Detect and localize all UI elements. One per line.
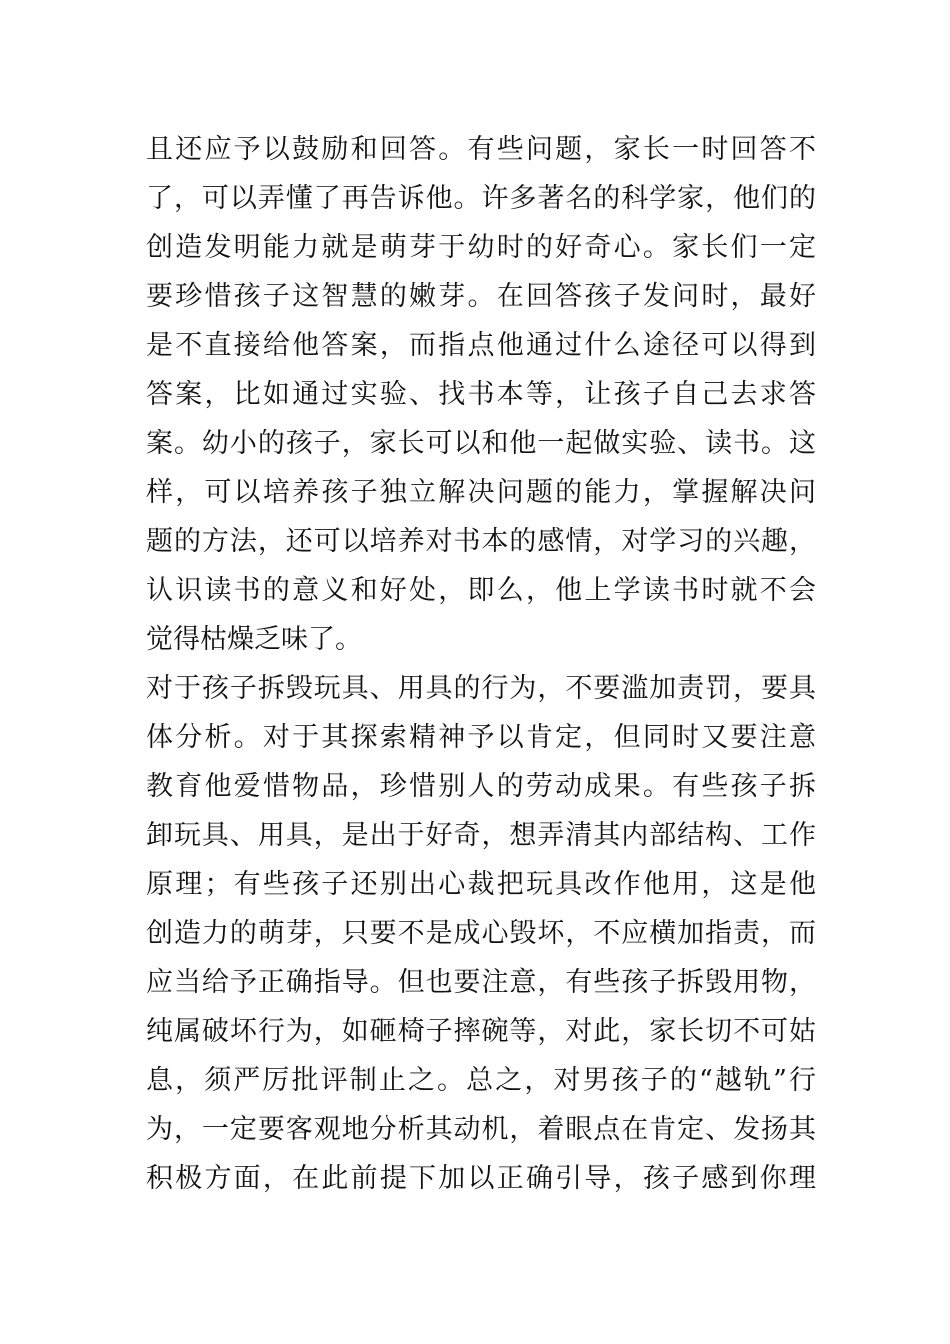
text-line: 要珍惜孩子这智慧的嫩芽。在回答孩子发问时，最好 bbox=[146, 281, 816, 312]
text-line: 应当给予正确指导。但也要注意，有些孩子拆毁用物， bbox=[146, 967, 816, 998]
text-line: 认识读书的意义和好处，即么，他上学读书时就不会 bbox=[146, 575, 816, 606]
text-line: 答案，比如通过实验、找书本等，让孩子自己去求答 bbox=[146, 379, 816, 410]
text-line: 积极方面，在此前提下加以正确引导，孩子感到你理 bbox=[146, 1163, 816, 1194]
text-line: 原理；有些孩子还别出心裁把玩具改作他用，这是他 bbox=[146, 869, 816, 900]
text-line: 为，一定要客观地分析其动机，着眼点在肯定、发扬其 bbox=[146, 1114, 816, 1145]
text-line: 了，可以弄懂了再告诉他。许多著名的科学家，他们的 bbox=[146, 183, 816, 214]
text-line: 教育他爱惜物品，珍惜别人的劳动成果。有些孩子拆 bbox=[146, 771, 816, 802]
text-line: 样，可以培养孩子独立解决问题的能力，掌握解决问 bbox=[146, 477, 816, 508]
text-line: 题的方法，还可以培养对书本的感情，对学习的兴趣， bbox=[146, 526, 816, 557]
text-line: 对于孩子拆毁玩具、用具的行为，不要滥加责罚，要具 bbox=[146, 673, 816, 704]
text-line: 卸玩具、用具，是出于好奇，想弄清其内部结构、工作 bbox=[146, 820, 816, 851]
text-line: 是不直接给他答案，而指点他通过什么途径可以得到 bbox=[146, 330, 816, 361]
text-line: 案。幼小的孩子，家长可以和他一起做实验、读书。这 bbox=[146, 428, 816, 459]
text-line: 且还应予以鼓励和回答。有些问题，家长一时回答不 bbox=[146, 134, 816, 165]
body-text bbox=[146, 125, 816, 1203]
text-line: 觉得枯燥乏味了。 bbox=[146, 624, 362, 655]
text-line: 纯属破坏行为，如砸椅子摔碗等，对此，家长切不可姑 bbox=[146, 1016, 816, 1047]
text-line: 创造力的萌芽，只要不是成心毁坏，不应横加指责，而 bbox=[146, 918, 816, 949]
text-line: 体分析。对于其探索精神予以肯定，但同时又要注意 bbox=[146, 722, 816, 753]
text-line: 创造发明能力就是萌芽于幼时的好奇心。家长们一定 bbox=[146, 232, 816, 263]
text-line: 息，须严厉批评制止之。总之，对男孩子的“越轨”行 bbox=[146, 1065, 816, 1096]
